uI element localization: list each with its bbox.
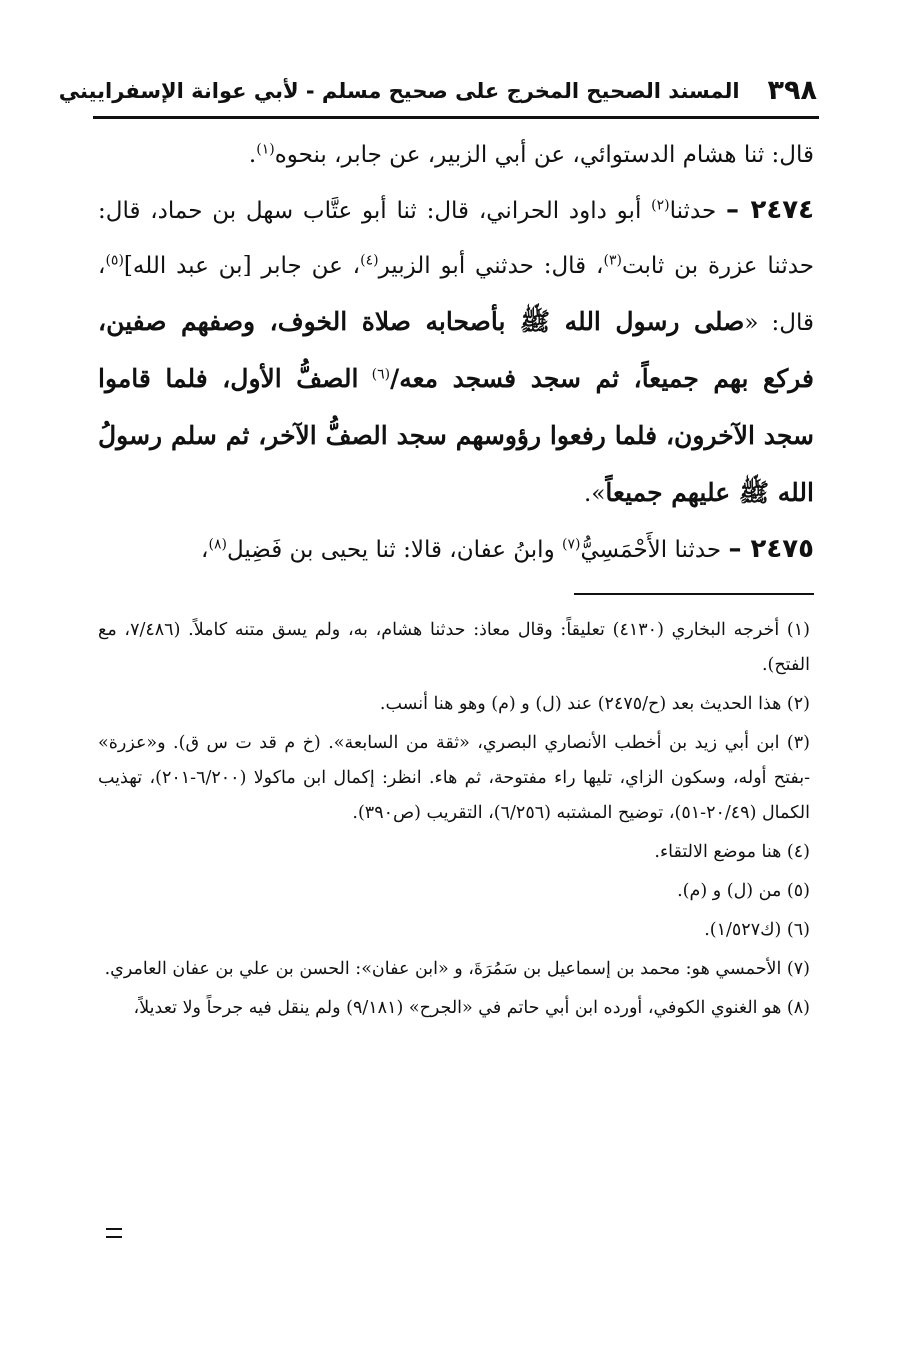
footnotes <box>98 613 810 1030</box>
hadith-text: حدثنا الأَحْمَسِيُّ <box>580 537 722 563</box>
footnote-divider <box>574 593 814 595</box>
footnote-2: (٢) هذا الحديث بعد (ح/٢٤٧٥) عند (ل) و (م) وهو هنا أنسب. <box>379 694 810 714</box>
hadith-text: وابنُ عفان، قالا: ثنا يحيى بن فَضِيل <box>226 537 555 563</box>
footnote-6: (٦) (ك١/٥٢٧). <box>704 920 810 940</box>
footnote-7: (٧) الأحمسي هو: محمد بن إسماعيل بن سَمُرَةَ، و «ابن عفان»: الحسن بن علي بن عفان العامري. <box>104 959 810 979</box>
hadith-number: ٢٤٧٤ – <box>726 195 815 225</box>
hadith-text: أبو داود الحراني، قال: ثنا أبو عتَّاب سهل بن حماد، قال: حدثنا عزرة بن ثابت <box>98 198 815 279</box>
header-divider <box>93 116 819 119</box>
paragraph-continuation <box>98 128 814 183</box>
hadith-text: ، قال: حدثني أبو الزبير <box>378 253 604 279</box>
footnote-ref-8: (٨) <box>208 536 227 553</box>
hadith-2475 <box>98 522 814 578</box>
footnote-8: (٨) هو الغنوي الكوفي، أورده ابن أبي حاتم في «الجرح» (٩/١٨١) ولم ينقل فيه جرحاً ولا تعديلاً، <box>133 998 810 1018</box>
footnote-ref-7: (٧) <box>562 536 581 553</box>
hadith-number: ٢٤٧٥ – <box>728 534 814 564</box>
footnote-ref-4: (٤) <box>360 252 379 269</box>
main-text <box>98 128 814 578</box>
footnote-ref-6: (٦) <box>371 366 391 383</box>
page-number: ٣٩٨ <box>767 75 817 106</box>
paragraph-text: قال: ثنا هشام الدستوائي، عن أبي الزبير، عن جابر، بنحوه <box>274 142 814 168</box>
footnote-ref-1: (١) <box>256 141 275 158</box>
hadith-text: ». <box>584 481 606 507</box>
continuation-mark <box>106 1228 122 1238</box>
footnote-ref-5: (٥) <box>105 252 124 269</box>
hadith-text: ، عن جابر [بن عبد الله] <box>123 253 361 279</box>
footnote-ref-2: (٢) <box>651 197 670 214</box>
paragraph-text: . <box>248 142 257 168</box>
hadith-matn: الصفُّ الأول، فلما قاموا سجد الآخرون، فلما رفعوا رؤوسهم سجد الصفُّ الآخر، ثم سلم رسولُ الله ﷺ عليهم جميعاً <box>98 364 814 507</box>
footnote-5: (٥) من (ل) و (م). <box>677 881 810 901</box>
book-title: المسند الصحيح المخرج على صحيح مسلم - لأبي عوانة الإسفراييني <box>58 78 740 103</box>
running-header <box>58 60 817 106</box>
footnote-1: (١) أخرجه البخاري (٤١٣٠) تعليقاً: وقال معاذ: حدثنا هشام، به، ولم يسق متنه كاملاً. (٧/٤٨٦، مع الفتح). <box>98 620 810 675</box>
hadith-text: حدثنا <box>669 198 717 224</box>
footnote-ref-3: (٣) <box>603 252 622 269</box>
hadith-matn: صلى رسول الله ﷺ بأصحابه صلاة الخوف، وصفهم صفين، فركع بهم جميعاً، ثم سجد فسجد معه/ <box>98 307 815 393</box>
hadith-2474 <box>98 183 814 522</box>
footnote-4: (٤) هنا موضع الالتقاء. <box>654 842 810 862</box>
footnote-3: (٣) ابن أبي زيد بن أخطب الأنصاري البصري، «ثقة من السابعة». (خ م قد ت س ق). و«عزرة» -بفتح أوله، وسكون الزاي، تليها راء مفتوحة، ثم هاء. انظر: إكمال ابن ماكولا (٦/٢٠٠-٢٠١)، تهذيب الكمال (٢٠/٤٩-٥١)، توضيح المشتبه (٦/٢٥٦)، التقريب (ص٣٩٠). <box>98 733 810 823</box>
hadith-text: ، <box>201 537 209 563</box>
hadith-text: ، قال: « <box>98 253 814 336</box>
